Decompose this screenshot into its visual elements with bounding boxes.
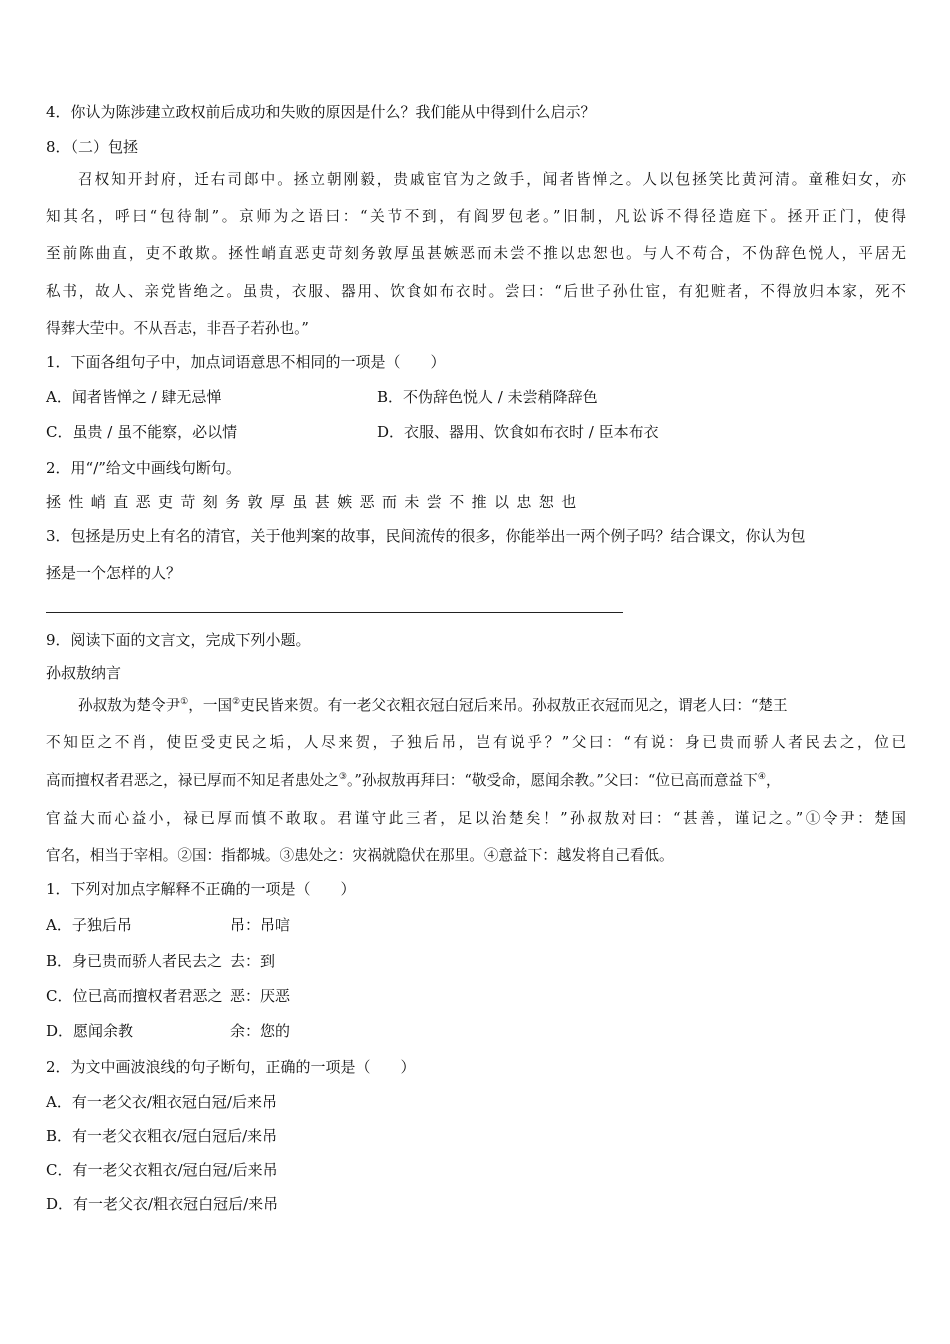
passage-line: 官益大而心益小，禄已厚而慎不敢取。君谨守此三者，足以治楚矣！”孙叔敖对曰：“甚善，谨记之。”①令尹：楚国: [46, 810, 906, 827]
question-stem: 3．包拯是历史上有名的清官，关于他判案的故事，民间流传的很多，你能举出一两个例子吗？结合课文，你认为包: [46, 527, 806, 545]
question-stem: 2．用“/”给文中画线句断句。: [46, 459, 241, 477]
passage-text: 。”孙叔敖再拜曰：“敬受命，愿闻余教。”父曰：“位已高而意益下: [347, 772, 758, 789]
question-4: 4．你认为陈涉建立政权前后成功和失败的原因是什么？我们能从中得到什么启示？: [46, 103, 596, 121]
passage-text: 吏民皆来贺。有一老父衣粗衣冠白冠后来吊。孙叔敖正衣冠而见之，谓老人曰：“楚王: [240, 697, 788, 714]
option-text: D．愿闻余教: [46, 1022, 134, 1040]
option-a: [46, 915, 290, 935]
question-stem-cont: 拯是一个怎样的人？: [46, 564, 182, 582]
passage-text: 高而擅权者君恶之，禄已厚而不知足者患处之: [46, 772, 339, 789]
passage-line: 知其名，呼曰“包待制”。京师为之语曰：“关节不到，有阎罗包老。”旧制，凡讼诉不得径造庭下。拯开正门，使得: [46, 208, 906, 225]
option-a: A．有一老父衣/粗衣冠白冠/后来吊: [46, 1093, 277, 1111]
passage-text: ，一国: [188, 697, 233, 714]
option-d: [46, 1021, 290, 1041]
option-a: A．闻者皆惮之 / 肆无忌惮: [46, 388, 222, 406]
option-b: B．有一老父衣粗衣/冠白冠后/来吊: [46, 1127, 278, 1145]
passage-line: 得葬大茔中。不从吾志，非吾子若孙也。”: [46, 320, 309, 337]
option-d: D．有一老父衣/粗衣冠白冠后/来吊: [46, 1195, 279, 1213]
passage-line: 不知臣之不肖，使臣受吏民之垢，人尽来贺，子独后吊，岂有说乎？”父曰：“有说：身已贵而骄人者民去之，位已: [46, 734, 906, 751]
passage-line: 召权知开封府，迁右司郎中。拯立朝刚毅，贵戚宦官为之敛手，闻者皆惮之。人以包拯笑比黄河清。童稚妇女，亦: [78, 171, 906, 188]
passage-line: [46, 771, 781, 791]
option-c: C．有一老父衣粗衣/冠白冠/后来吊: [46, 1161, 278, 1179]
option-d: D．衣服、器用、饮食如布衣时 / 臣本布衣: [377, 423, 659, 441]
footnote-mark: ④: [757, 772, 766, 782]
option-gloss: 去：到: [230, 952, 276, 970]
question-stem: 2．为文中画波浪线的句子断句，正确的一项是（ ）: [46, 1058, 416, 1076]
passage-text: ，: [765, 772, 781, 789]
option-gloss: 余：您的: [230, 1022, 291, 1040]
option-gloss: 恶：厌恶: [230, 987, 291, 1005]
punctuation-line: 拯性峭直恶吏苛刻务敦厚虽甚嫉恶而未尝不推以忠恕也: [46, 493, 584, 511]
option-text: A．子独后吊: [46, 916, 132, 934]
passage-text: 孙叔敖为楚令尹: [78, 697, 181, 714]
passage-line: 私书，故人、亲党皆绝之。虽贵，衣服、器用、饮食如布衣时。尝曰：“后世子孙仕宦，有犯赃者，不得放归本家，死不: [46, 283, 906, 300]
question-stem: 1．下列对加点字解释不正确的一项是（ ）: [46, 880, 356, 898]
section-8-heading: 8．（二）包拯: [46, 138, 139, 156]
footnote-mark: ③: [338, 772, 348, 782]
option-c: C．虽贵 / 虽不能察，必以情: [46, 423, 238, 441]
option-gloss: 吊：吊唁: [230, 916, 291, 934]
section-9-heading: 9．阅读下面的文言文，完成下列小题。: [46, 631, 311, 649]
answer-line: [46, 612, 623, 613]
passage-line: [78, 696, 788, 716]
option-c: [46, 986, 290, 1006]
footnote-mark: ②: [232, 697, 241, 707]
option-text: C．位已高而擅权者君恶之: [46, 987, 223, 1005]
question-stem: 1．下面各组句子中，加点词语意思不相同的一项是（ ）: [46, 353, 446, 371]
passage-line: 官名，相当于宰相。②国：指都城。③患处之：灾祸就隐伏在那里。④意益下：越发将自己看低。: [46, 847, 674, 864]
passage-title: 孙叔敖纳言: [46, 664, 122, 682]
option-b: B．不伪辞色悦人 / 未尝稍降辞色: [377, 388, 598, 406]
footnote-mark: ①: [180, 697, 189, 707]
option-text: B．身已贵而骄人者民去之: [46, 952, 223, 970]
passage-line: 至前陈曲直，吏不敢欺。拯性峭直恶吏苛刻务敦厚虽甚嫉恶而未尝不推以忠恕也。与人不苟合，不伪辞色悦人，平居无: [46, 245, 906, 262]
option-b: [46, 951, 275, 971]
